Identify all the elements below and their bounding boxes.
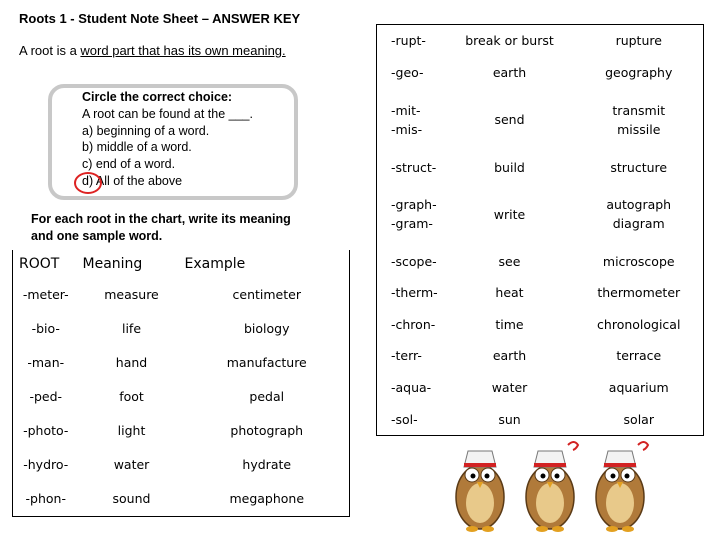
example-cell: solar <box>623 411 654 427</box>
table-row <box>13 414 350 448</box>
question-heading: Circle the correct choice: <box>82 90 233 104</box>
table-row <box>377 183 704 246</box>
root-cell: -graph- -gram- <box>391 197 437 232</box>
root-cell: -rupt- <box>391 33 426 49</box>
example-cell: pedal <box>249 389 285 405</box>
chart-instructions <box>31 211 291 245</box>
example-cell: chronological <box>597 316 681 332</box>
option-c: c) end of a word. <box>82 157 176 172</box>
right-roots-table <box>376 24 704 436</box>
example-cell: aquarium <box>608 379 669 395</box>
meaning-cell: measure <box>104 287 159 303</box>
table-row <box>13 346 350 380</box>
example-cell: centimeter <box>232 287 301 303</box>
owls-illustration <box>440 437 660 537</box>
table-row <box>377 372 704 403</box>
example-cell: hydrate <box>242 457 292 473</box>
table-row <box>377 403 704 435</box>
root-cell: -terr- <box>391 348 422 364</box>
header-example: Example <box>184 256 246 272</box>
root-cell: -bio- <box>31 321 60 337</box>
root-cell: -mit- -mis- <box>391 102 423 137</box>
meaning-cell: water <box>113 457 150 473</box>
example-cell: structure <box>610 159 668 175</box>
table-row <box>13 448 350 482</box>
root-cell: -geo- <box>391 65 424 81</box>
instruction-line-2: and one sample word. <box>31 229 163 243</box>
table-row <box>13 380 350 414</box>
example-cell: microscope <box>602 253 675 269</box>
owl-middle <box>526 442 578 532</box>
root-cell: -struct- <box>391 159 437 175</box>
header-root: ROOT <box>19 256 60 272</box>
root-cell: -aqua- <box>391 379 432 395</box>
meaning-cell: heat <box>495 285 524 301</box>
table-row <box>377 309 704 340</box>
meaning-cell: water <box>491 379 528 395</box>
table-row <box>377 340 704 371</box>
table-row <box>377 88 704 151</box>
root-cell: -ped- <box>29 389 63 405</box>
option-d: d) All of the above <box>82 173 183 188</box>
table-row <box>377 57 704 88</box>
example-cell: megaphone <box>229 491 305 507</box>
root-cell: -hydro- <box>23 457 69 473</box>
example-cell: biology <box>243 321 290 337</box>
meaning-cell: build <box>494 159 525 175</box>
root-cell: -meter- <box>22 287 69 303</box>
example-cell: autograph diagram <box>606 197 672 232</box>
table-row <box>377 246 704 277</box>
meaning-cell: earth <box>492 348 527 364</box>
example-cell: rupture <box>615 33 662 49</box>
root-cell: -sol- <box>391 411 418 427</box>
example-cell: photograph <box>230 423 304 439</box>
root-cell: -therm- <box>391 285 438 301</box>
left-roots-table <box>12 250 350 517</box>
option-b: b) middle of a word. <box>82 140 192 155</box>
table-row <box>13 278 350 312</box>
meaning-cell: time <box>495 316 524 332</box>
answer-circle <box>74 172 102 194</box>
option-a: a) beginning of a word. <box>82 123 210 138</box>
table-row <box>13 482 350 517</box>
meaning-cell: life <box>121 321 142 337</box>
header-meaning: Meaning <box>82 256 143 272</box>
root-cell: -scope- <box>391 253 437 269</box>
meaning-cell: hand <box>115 355 148 371</box>
meaning-cell: foot <box>119 389 144 405</box>
root-cell: -chron- <box>391 316 436 332</box>
root-cell: -phon- <box>25 491 66 507</box>
table-row <box>377 277 704 308</box>
meaning-cell: write <box>493 206 526 222</box>
definition-prefix: A root is a <box>19 43 81 58</box>
meaning-cell: break or burst <box>465 33 554 49</box>
meaning-cell: sound <box>112 491 151 507</box>
question-prompt: A root can be found at the ___. <box>82 106 253 121</box>
meaning-cell: sun <box>498 411 521 427</box>
example-cell: terrace <box>616 348 662 364</box>
meaning-cell: light <box>117 423 146 439</box>
root-cell: -photo- <box>23 423 69 439</box>
table-row <box>13 312 350 346</box>
meaning-cell: earth <box>492 65 527 81</box>
owl-left <box>456 451 504 532</box>
meaning-cell: see <box>498 253 521 269</box>
meaning-cell: send <box>494 112 525 128</box>
definition-underlined: word part that has its own meaning. <box>80 43 286 58</box>
example-cell: geography <box>605 65 673 81</box>
root-cell: -man- <box>27 355 65 371</box>
question-text <box>82 89 253 190</box>
example-cell: manufacture <box>226 355 307 371</box>
table-header-row <box>13 250 350 278</box>
table-row <box>377 151 704 182</box>
root-definition <box>19 43 286 58</box>
example-cell: thermometer <box>597 285 681 301</box>
owl-right <box>596 442 648 532</box>
instruction-line-1: For each root in the chart, write its meaning <box>31 212 291 226</box>
table-row <box>377 25 704 57</box>
page-title: Roots 1 - Student Note Sheet – ANSWER KEY <box>19 11 301 26</box>
example-cell: transmit missile <box>612 102 666 137</box>
